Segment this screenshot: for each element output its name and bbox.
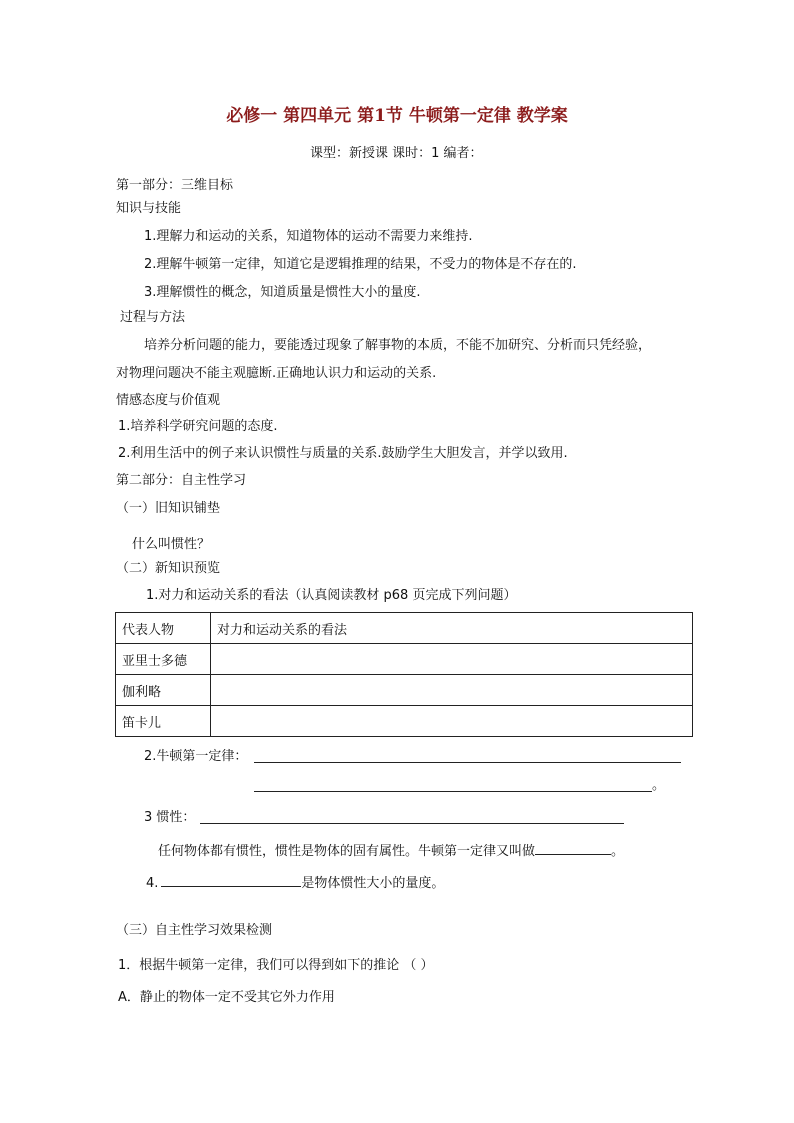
question-4-statement: 是物体惯性大小的量度。: [301, 876, 445, 891]
section1-heading: （一）旧知识铺垫: [116, 501, 221, 516]
table-cell-person: 伽利略: [116, 675, 211, 706]
section2-heading: （二）新知识预览: [116, 561, 221, 576]
course-meta-line: 课型：新授课 课时：1 编者：: [310, 146, 483, 161]
question-3-label: 3 惯性：: [144, 810, 196, 825]
force-motion-views-table: [115, 612, 693, 737]
question-4-blank[interactable]: [161, 872, 301, 887]
table-cell-person: 亚里士多德: [116, 644, 211, 675]
table-header-row: [116, 613, 693, 644]
question-3-blank[interactable]: [535, 840, 611, 855]
question-4-label: 4.: [146, 876, 159, 891]
section3-heading: （三）自主性学习效果检测: [116, 923, 273, 938]
process-paragraph-line-1: 培养分析问题的能力，要能透过现象了解事物的本质，不能不加研究、分析而只凭经验，: [144, 338, 652, 353]
knowledge-skills-heading: 知识与技能: [116, 201, 182, 216]
question-3-statement: 任何物体都有惯性，惯性是物体的固有属性。牛顿第一定律又叫做: [158, 844, 536, 859]
question-2-label: 2.牛顿第一定律：: [144, 749, 248, 764]
question-2-end-mark: 。: [652, 778, 666, 793]
part1-heading: 第一部分：三维目标: [116, 178, 234, 193]
table-row: [116, 644, 693, 675]
process-method-heading: 过程与方法: [120, 310, 186, 325]
knowledge-item-1: 1.理解力和运动的关系，知道物体的运动不需要力来维持.: [144, 229, 473, 244]
question-2-answer-line-1[interactable]: [254, 762, 681, 763]
emotion-item-1: 1.培养科学研究问题的态度.: [118, 419, 278, 434]
table-row: [116, 675, 693, 706]
test-question-1-option-a: A．静止的物体一定不受其它外力作用: [118, 990, 335, 1005]
table-header-cell: 代表人物: [116, 613, 211, 644]
emotion-item-2: 2.利用生活中的例子来认识惯性与质量的关系.鼓励学生大胆发言，并学以致用.: [118, 446, 568, 461]
document-title: 必修一 第四单元 第1节 牛顿第一定律 教学案: [226, 106, 568, 126]
knowledge-item-3: 3.理解惯性的概念，知道质量是惯性大小的量度.: [144, 285, 421, 300]
process-paragraph-line-2: 对物理问题决不能主观臆断.正确地认识力和运动的关系.: [116, 366, 437, 381]
table-cell-answer-blank[interactable]: [211, 644, 693, 675]
question-3-end-mark: 。: [611, 844, 625, 859]
part2-heading: 第二部分：自主性学习: [116, 473, 247, 488]
table-cell-answer-blank[interactable]: [211, 706, 693, 737]
test-question-1: 1．根据牛顿第一定律，我们可以得到如下的推论 （ ）: [118, 958, 434, 973]
question-4-text: [146, 872, 444, 894]
question-2-answer-line-2[interactable]: [254, 791, 652, 792]
table-cell-answer-blank[interactable]: [211, 675, 693, 706]
knowledge-item-2: 2.理解牛顿第一定律，知道它是逻辑推理的结果，不受力的物体是不存在的.: [144, 257, 577, 272]
question-1-text: 1.对力和运动关系的看法（认真阅读教材 p68 页完成下列问题）: [146, 588, 517, 603]
table-row: [116, 706, 693, 737]
emotion-values-heading: 情感态度与价值观: [116, 393, 221, 408]
question-3-answer-line[interactable]: [200, 823, 624, 824]
section1-question: 什么叫惯性？: [132, 537, 211, 552]
question-3-text: [158, 840, 624, 862]
table-header-cell: 对力和运动关系的看法: [211, 613, 693, 644]
table-cell-person: 笛卡儿: [116, 706, 211, 737]
